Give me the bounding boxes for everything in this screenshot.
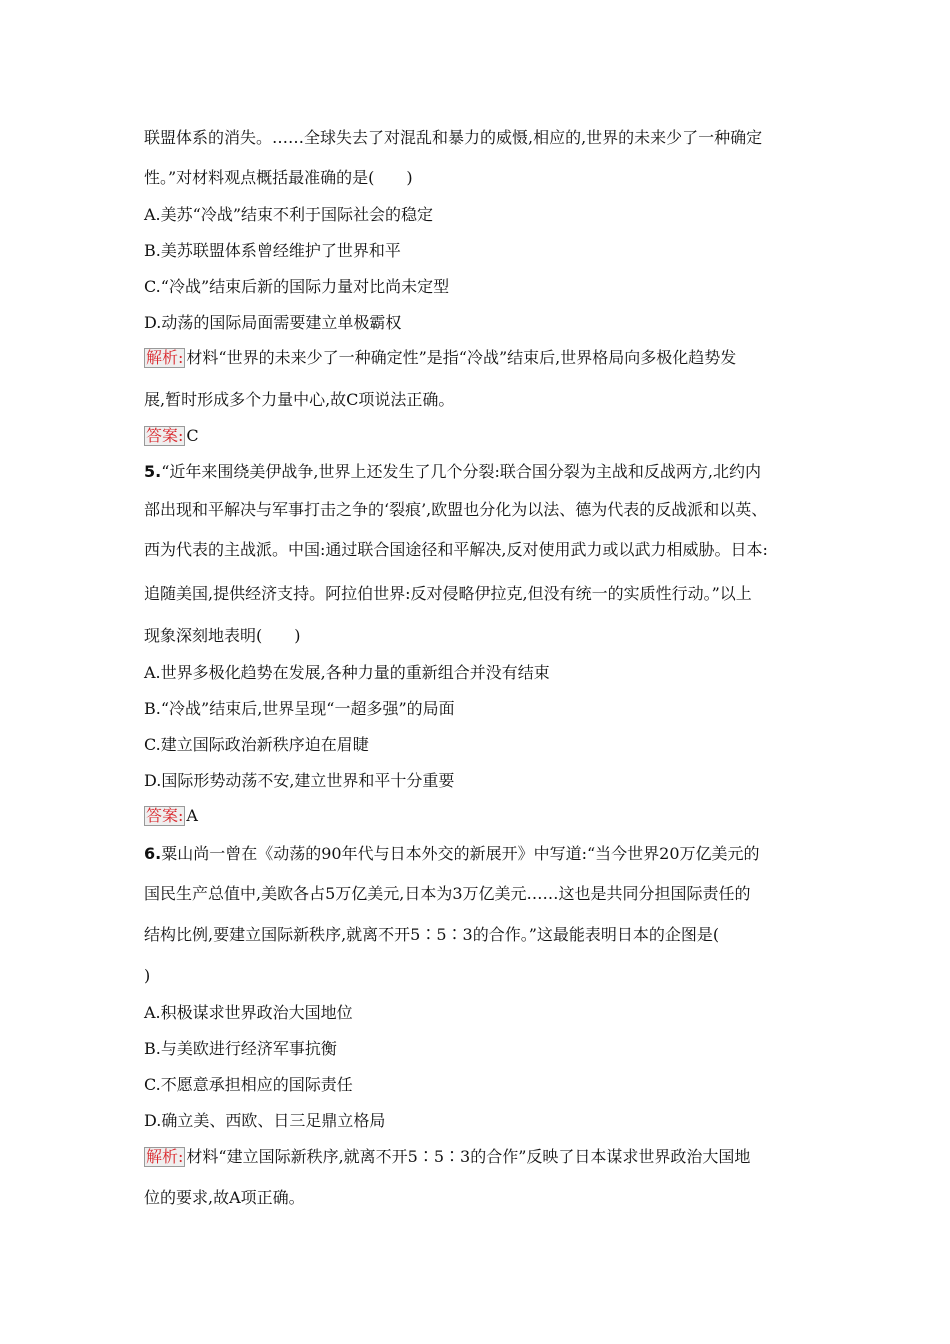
answer-tag: 答案:: [146, 426, 184, 445]
q6-stem-text-1: 粟山尚一曾在《动荡的90年代与日本外交的新展开》中写道:“当今世界20万亿美元的: [161, 844, 760, 863]
q4-analysis-text-1: 材料“世界的未来少了一种确定性”是指“冷战”结束后,世界格局向多极化趋势发: [186, 348, 737, 367]
analysis-tag: 解析:: [146, 348, 184, 367]
q6-option-d: D.确立美、西欧、日三足鼎立格局: [144, 1111, 386, 1130]
q6-analysis-line-2: 位的要求,故A项正确。: [144, 1188, 305, 1207]
q5-stem-line-1: [144, 462, 761, 482]
q4-option-b: B.美苏联盟体系曾经维护了世界和平: [144, 241, 401, 260]
q6-analysis-text-1: 材料“建立国际新秩序,就离不开5∶5∶3的合作”反映了日本谋求世界政治大国地: [186, 1147, 751, 1166]
q4-option-c: C.“冷战”结束后新的国际力量对比尚未定型: [144, 277, 450, 296]
q6-option-c: C.不愿意承担相应的国际责任: [144, 1075, 353, 1094]
q5-stem-line-3: 西为代表的主战派。中国:通过联合国途径和平解决,反对使用武力或以武力相威胁。日本:: [144, 540, 768, 559]
q4-option-a: A.美苏“冷战”结束不利于国际社会的稳定: [144, 205, 434, 224]
q5-stem-line-5: 现象深刻地表明( ): [144, 626, 301, 645]
q6-option-b: B.与美欧进行经济军事抗衡: [144, 1039, 337, 1058]
q6-stem-line-4: ): [144, 966, 151, 985]
q5-stem-text-1: “近年来围绕美伊战争,世界上还发生了几个分裂:联合国分裂为主战和反战两方,北约内: [161, 462, 761, 481]
answer-tag: 答案:: [146, 806, 184, 825]
q4-stem-line-1: 联盟体系的消失。……全球失去了对混乱和暴力的威慑,相应的,世界的未来少了一种确定: [144, 128, 763, 147]
q6-number: 6.: [144, 844, 162, 863]
q5-stem-line-2: 部出现和平解决与军事打击之争的‘裂痕’,欧盟也分化为以法、德为代表的反战派和以英、: [144, 500, 768, 519]
q5-option-a: A.世界多极化趋势在发展,各种力量的重新组合并没有结束: [144, 663, 550, 682]
q5-option-b: B.“冷战”结束后,世界呈现“一超多强”的局面: [144, 699, 455, 718]
q4-answer-line: [144, 426, 199, 446]
q4-analysis-line-1: [144, 348, 736, 368]
q4-answer-value: C: [186, 426, 199, 445]
q5-option-d: D.国际形势动荡不安,建立世界和平十分重要: [144, 771, 455, 790]
q5-stem-line-4: 追随美国,提供经济支持。阿拉伯世界:反对侵略伊拉克,但没有统一的实质性行动。”以上: [144, 584, 752, 603]
q5-option-c: C.建立国际政治新秩序迫在眉睫: [144, 735, 369, 754]
q5-number: 5.: [144, 462, 162, 481]
q5-answer-value: A: [186, 806, 198, 825]
q4-stem-line-2: 性。”对材料观点概括最准确的是( ): [144, 168, 413, 187]
q6-stem-line-1: [144, 844, 760, 864]
q4-analysis-line-2: 展,暂时形成多个力量中心,故C项说法正确。: [144, 390, 455, 409]
q5-answer-line: [144, 806, 198, 826]
q6-stem-line-2: 国民生产总值中,美欧各占5万亿美元,日本为3万亿美元……这也是共同分担国际责任的: [144, 884, 751, 903]
q6-stem-line-3: 结构比例,要建立国际新秩序,就离不开5∶5∶3的合作。”这最能表明日本的企图是(: [144, 925, 720, 944]
analysis-tag: 解析:: [146, 1147, 184, 1166]
q4-option-d: D.动荡的国际局面需要建立单极霸权: [144, 313, 402, 332]
q6-option-a: A.积极谋求世界政治大国地位: [144, 1003, 353, 1022]
q6-analysis-line-1: [144, 1147, 750, 1167]
